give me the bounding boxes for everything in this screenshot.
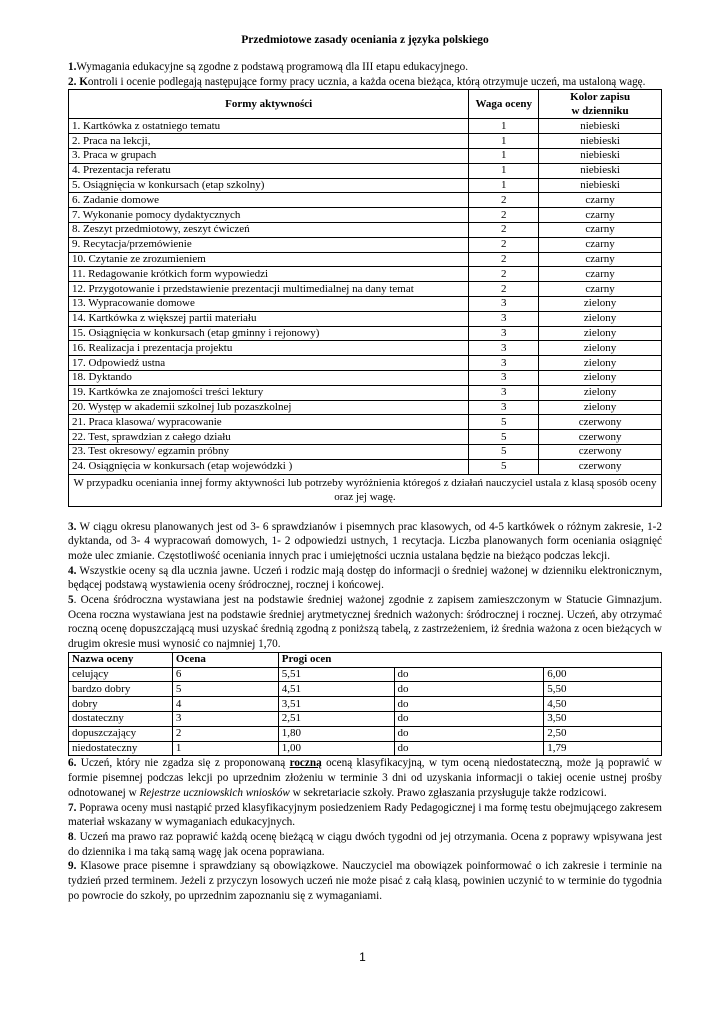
activity-color: zielony <box>539 296 662 311</box>
activity-weight: 5 <box>469 430 539 445</box>
activity-row <box>69 134 662 149</box>
section-5-number: 5 <box>68 594 74 607</box>
grade-to: 6,00 <box>544 667 662 682</box>
activity-name: 14. Kartkówka z większej partii materiału <box>69 311 469 326</box>
grades-table <box>68 652 662 757</box>
section-4 <box>68 564 662 593</box>
grade-separator: do <box>394 682 544 697</box>
activity-row <box>69 444 662 459</box>
activity-row <box>69 178 662 193</box>
activity-row <box>69 370 662 385</box>
grade-separator: do <box>394 712 544 727</box>
activity-color: niebieski <box>539 134 662 149</box>
activity-weight: 2 <box>469 252 539 267</box>
grade-separator: do <box>394 741 544 756</box>
activity-row <box>69 385 662 400</box>
section-8 <box>68 830 662 859</box>
header-thresholds: Progi ocen <box>278 652 661 667</box>
activity-color: niebieski <box>539 163 662 178</box>
section-1 <box>68 60 662 75</box>
activity-name: 23. Test okresowy/ egzamin próbny <box>69 444 469 459</box>
activity-name: 4. Prezentacja referatu <box>69 163 469 178</box>
activity-name: 20. Występ w akademii szkolnej lub pozaszkolnej <box>69 400 469 415</box>
header-weight: Waga oceny <box>469 90 539 119</box>
activity-row <box>69 326 662 341</box>
section-2 <box>68 75 662 90</box>
activity-row <box>69 222 662 237</box>
section-7-number: 7. <box>68 801 77 814</box>
activity-weight: 3 <box>469 385 539 400</box>
grade-name: dobry <box>69 697 173 712</box>
activity-table <box>68 89 662 506</box>
activity-color: czarny <box>539 252 662 267</box>
activity-row <box>69 311 662 326</box>
activity-color: czarny <box>539 193 662 208</box>
activity-color: czarny <box>539 267 662 282</box>
activity-color: czerwony <box>539 444 662 459</box>
grade-separator: do <box>394 726 544 741</box>
header-grade-name: Nazwa oceny <box>69 652 173 667</box>
activity-row <box>69 119 662 134</box>
activity-weight: 5 <box>469 415 539 430</box>
activity-color: zielony <box>539 356 662 371</box>
section-6-italic: Rejestrze uczniowskich wniosków <box>139 786 290 799</box>
activity-row <box>69 430 662 445</box>
section-9-number: 9. <box>68 860 77 873</box>
activity-color: czerwony <box>539 430 662 445</box>
grades-table-body <box>69 652 662 756</box>
activity-color: zielony <box>539 311 662 326</box>
section-8-text: . Uczeń ma prawo raz poprawić każdą ocenę bieżącą w ciągu dwóch tygodni od jej otrzymania. Ocena z poprawy wpisywana jest do dziennika i ma taką samą wagę jak ocena poprawiana. <box>68 830 662 858</box>
activity-row <box>69 267 662 282</box>
activity-weight: 2 <box>469 267 539 282</box>
activity-color: czerwony <box>539 459 662 474</box>
activity-color: czarny <box>539 282 662 297</box>
activity-row <box>69 193 662 208</box>
section-2-text: ontroli i ocenie podlegają następujące formy pracy ucznia, a każda ocena bieżąca, którą otrzymuje uczeń, ma ustaloną wagę. <box>87 75 646 88</box>
section-3 <box>68 520 662 564</box>
activity-name: 22. Test, sprawdzian z całego działu <box>69 430 469 445</box>
page-title: Przedmiotowe zasady oceniania z języka polskiego <box>241 34 489 46</box>
activity-row <box>69 252 662 267</box>
grade-to: 4,50 <box>544 697 662 712</box>
activity-name: 18. Dyktando <box>69 370 469 385</box>
section-7-text: Poprawa oceny musi nastąpić przed klasyfikacyjnym posiedzeniem Rady Pedagogicznej i ma formę testu obejmującego zakresem materiał wskazany w wymaganiach edukacyjnych. <box>68 801 662 829</box>
activity-weight: 3 <box>469 296 539 311</box>
section-6-text-c: w sekretariacie szkoły. Prawo zgłaszania przysługuje także rodzicowi. <box>289 786 607 799</box>
activity-name: 8. Zeszyt przedmiotowy, zeszyt ćwiczeń <box>69 222 469 237</box>
activity-table-body <box>69 119 662 474</box>
grade-from: 4,51 <box>278 682 394 697</box>
activity-name: 12. Przygotowanie i przedstawienie prezentacji multimedialnej na dany temat <box>69 282 469 297</box>
activity-name: 19. Kartkówka ze znajomości treści lektury <box>69 385 469 400</box>
activity-weight: 2 <box>469 208 539 223</box>
activity-row <box>69 415 662 430</box>
activity-name: 6. Zadanie domowe <box>69 193 469 208</box>
header-grade-value: Ocena <box>172 652 278 667</box>
activity-name: 10. Czytanie ze zrozumieniem <box>69 252 469 267</box>
activity-row <box>69 459 662 474</box>
activity-name: 16. Realizacja i prezentacja projektu <box>69 341 469 356</box>
header-activity: Formy aktywności <box>69 90 469 119</box>
grade-to: 3,50 <box>544 712 662 727</box>
grade-name: bardzo dobry <box>69 682 173 697</box>
header-color-line-1: Kolor zapisu <box>570 91 631 104</box>
grade-row <box>69 667 662 682</box>
grade-row <box>69 726 662 741</box>
activity-color: zielony <box>539 385 662 400</box>
header-color <box>539 90 662 119</box>
activity-name: 1. Kartkówka z ostatniego tematu <box>69 119 469 134</box>
activity-color: zielony <box>539 326 662 341</box>
activity-row <box>69 341 662 356</box>
activity-weight: 3 <box>469 370 539 385</box>
grade-value: 5 <box>172 682 278 697</box>
grade-value: 4 <box>172 697 278 712</box>
section-5 <box>68 593 662 652</box>
activity-color: niebieski <box>539 149 662 164</box>
activity-weight: 3 <box>469 341 539 356</box>
grade-row <box>69 712 662 727</box>
activity-color: zielony <box>539 400 662 415</box>
grade-from: 1,80 <box>278 726 394 741</box>
grade-value: 3 <box>172 712 278 727</box>
section-6-text-b: oceną klasyfikacyjną, w tym oceną niedostateczną, może ją poprawić w formie pisemnej podczas lekcji po uprzednim złożeniu w terminie 3 dni od uzyskania informacji o takiej ocenie ustnej prośby odnotowanej w <box>68 757 662 799</box>
activity-name: 11. Redagowanie krótkich form wypowiedzi <box>69 267 469 282</box>
activity-weight: 1 <box>469 134 539 149</box>
section-4-text: Wszystkie oceny są dla ucznia jawne. Uczeń i rodzic mają dostęp do informacji o średniej ważonej w dzienniku elektronicznym, będącej podstawą wystawienia oceny śródrocznej, rocznej i końcowej. <box>68 564 662 592</box>
section-8-number: 8 <box>68 830 74 843</box>
section-6-text-a: Uczeń, który nie zgadza się z proponowaną <box>76 757 290 770</box>
activity-row <box>69 296 662 311</box>
activity-weight: 3 <box>469 400 539 415</box>
activity-color: niebieski <box>539 119 662 134</box>
grade-to: 5,50 <box>544 682 662 697</box>
section-9-text: Klasowe prace pisemne i sprawdziany są obowiązkowe. Nauczyciel ma obowiązek poinformować o ich zakresie i terminie na tydzień przed terminem. Jeżeli z przyczyn losowych uczeń nie może pisać z całą klasą, powinien uczynić to w terminie do tygodnia po powrocie do szkoły, po uprzednim zapoznaniu się z wymaganiami. <box>68 860 662 902</box>
grade-name: dopuszczający <box>69 726 173 741</box>
activity-name: 2. Praca na lekcji, <box>69 134 469 149</box>
grade-value: 6 <box>172 667 278 682</box>
activity-weight: 1 <box>469 178 539 193</box>
activity-weight: 1 <box>469 119 539 134</box>
grade-row <box>69 741 662 756</box>
section-5-text: . Ocena śródroczna wystawiana jest na podstawie średniej ważonej zgodnie z zapisem zamieszczonym w Statucie Gimnazjum. Ocena roczna wystawiana jest na podstawie średniej arytmetycznej średnich ważonych: śródrocznej i rocznej. Uczeń, aby otrzymać roczną ocenę dopuszczającą musi uzyskać średnią zgodną z poniższą tabelą, z zastrzeżeniem, iż średnia ważona z ocen bieżących w drugim okresie musi wynosić co najmniej 1,70. <box>68 594 662 651</box>
activity-weight: 5 <box>469 444 539 459</box>
activity-weight: 3 <box>469 326 539 341</box>
grades-table-header <box>69 652 662 667</box>
grade-name: niedostateczny <box>69 741 173 756</box>
grade-to: 1,79 <box>544 741 662 756</box>
grade-separator: do <box>394 697 544 712</box>
activity-weight: 3 <box>469 311 539 326</box>
activity-color: czarny <box>539 222 662 237</box>
activity-row <box>69 163 662 178</box>
section-1-text: Wymagania edukacyjne są zgodne z podstawą programową dla III etapu edukacyjnego. <box>76 61 469 73</box>
grade-value: 1 <box>172 741 278 756</box>
activity-table-header <box>69 90 662 119</box>
grade-from: 1,00 <box>278 741 394 756</box>
section-4-number: 4. <box>68 564 77 577</box>
activity-name: 17. Odpowiedź ustna <box>69 356 469 371</box>
grade-to: 2,50 <box>544 726 662 741</box>
activity-color: zielony <box>539 370 662 385</box>
activity-name: 15. Osiągnięcia w konkursach (etap gminny i rejonowy) <box>69 326 469 341</box>
document-page <box>68 30 662 903</box>
activity-name: 5. Osiągnięcia w konkursach (etap szkolny) <box>69 178 469 193</box>
activity-color: niebieski <box>539 178 662 193</box>
section-3-number: 3. <box>68 520 77 533</box>
activity-name: 7. Wykonanie pomocy dydaktycznych <box>69 208 469 223</box>
grade-separator: do <box>394 667 544 682</box>
section-7 <box>68 801 662 830</box>
section-9 <box>68 859 662 903</box>
activity-name: 21. Praca klasowa/ wypracowanie <box>69 415 469 430</box>
section-6-underlined: roczną <box>289 757 322 770</box>
activity-weight: 1 <box>469 149 539 164</box>
grade-from: 2,51 <box>278 712 394 727</box>
activity-row <box>69 237 662 252</box>
activity-weight: 5 <box>469 459 539 474</box>
activity-color: czarny <box>539 208 662 223</box>
grade-name: celujący <box>69 667 173 682</box>
section-6-number: 6. <box>68 757 77 770</box>
activity-weight: 1 <box>469 163 539 178</box>
activity-color: czarny <box>539 237 662 252</box>
activity-weight: 2 <box>469 193 539 208</box>
activity-row <box>69 400 662 415</box>
activity-name: 24. Osiągnięcia w konkursach (etap wojewódzki ) <box>69 459 469 474</box>
header-color-line-2: w dzienniku <box>571 105 629 118</box>
grade-row <box>69 697 662 712</box>
activity-row <box>69 282 662 297</box>
activity-name: 13. Wypracowanie domowe <box>69 296 469 311</box>
grade-value: 2 <box>172 726 278 741</box>
section-6 <box>68 756 662 800</box>
activity-table-note: W przypadku oceniania innej formy aktywności lub potrzeby wyróżnienia któregoś z działań nauczyciel ustala z klasą sposób oceny oraz jej wagę. <box>69 474 662 506</box>
grade-name: dostateczny <box>69 712 173 727</box>
activity-color: zielony <box>539 341 662 356</box>
activity-weight: 2 <box>469 237 539 252</box>
section-1-number: 1. <box>68 61 77 73</box>
activity-row <box>69 149 662 164</box>
activity-color: czerwony <box>539 415 662 430</box>
activity-name: 3. Praca w grupach <box>69 149 469 164</box>
grade-from: 3,51 <box>278 697 394 712</box>
section-2-number: 2. K <box>68 75 88 88</box>
grade-from: 5,51 <box>278 667 394 682</box>
activity-weight: 2 <box>469 222 539 237</box>
section-3-text: W ciągu okresu planowanych jest od 3- 6 sprawdzianów i pisemnych prac klasowych, od 4-5 kartkówek o różnym zakresie, 1-2 dyktanda, od 3- 4 wypracowań domowych, 1- 2 odpowiedzi ustnych, 1 recytacja. Liczba planowanych form oceniania osiągnięć może ulec zmianie. Częstotliwość oceniania innych prac i umiejętności ucznia ustalana będzie na bieżąco podczas lekcji. <box>68 520 662 562</box>
activity-weight: 3 <box>469 356 539 371</box>
page-number: 1 <box>359 950 366 964</box>
activity-row <box>69 208 662 223</box>
activity-row <box>69 356 662 371</box>
activity-weight: 2 <box>469 282 539 297</box>
grade-row <box>69 682 662 697</box>
activity-name: 9. Recytacja/przemówienie <box>69 237 469 252</box>
